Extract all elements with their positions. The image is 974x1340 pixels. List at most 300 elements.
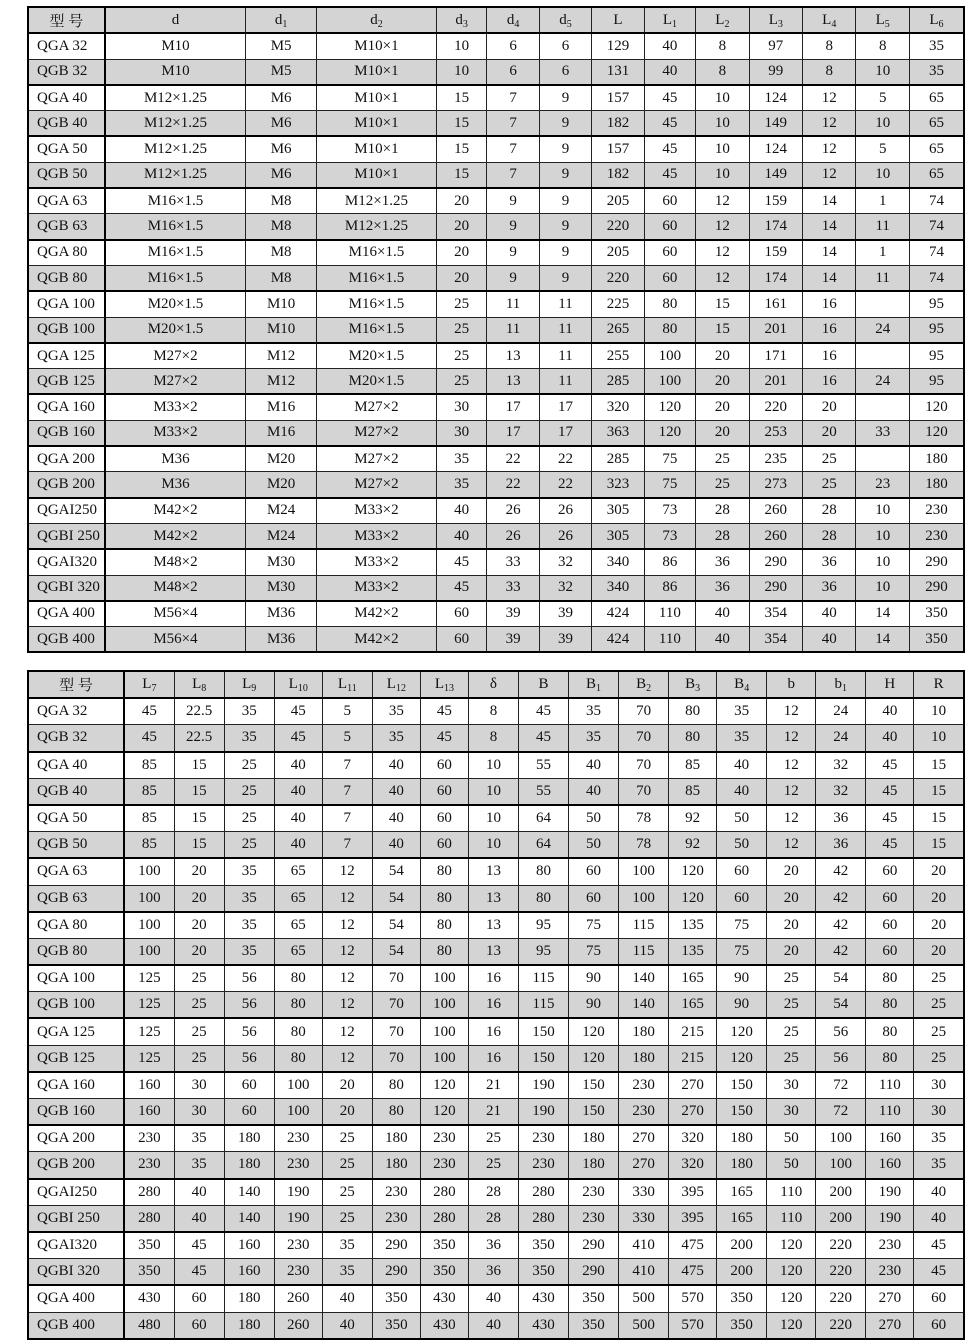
value-cell: M16×1.5 [316,240,436,266]
value-cell: 11 [539,369,591,395]
value-cell: 23 [856,472,909,498]
value-cell: 70 [372,992,420,1019]
value-cell: 190 [866,1205,914,1232]
value-cell: 45 [866,805,914,832]
value-cell: 40 [274,832,322,859]
value-cell: 253 [749,420,802,446]
value-cell: 350 [518,1259,568,1286]
value-cell: 60 [717,858,767,885]
value-cell: 100 [644,343,695,369]
value-cell: 45 [436,549,486,575]
value-cell: 35 [436,472,486,498]
value-cell: 10 [856,575,909,601]
value-cell: 323 [592,472,644,498]
value-cell: 45 [124,725,174,752]
value-cell: 35 [224,698,274,725]
value-cell: 220 [816,1259,866,1286]
model-cell: QGB 200 [28,1152,124,1179]
value-cell: 235 [749,446,802,472]
value-cell: 54 [372,885,420,912]
model-cell: QGAI250 [28,1179,124,1206]
value-cell: 35 [372,725,420,752]
column-header [569,671,619,698]
value-cell: 54 [816,965,866,992]
value-cell: 24 [856,317,909,343]
value-cell: 25 [436,291,486,317]
value-cell: 64 [518,805,568,832]
value-cell: 230 [274,1125,322,1152]
value-cell: 220 [592,214,644,240]
value-cell: 39 [487,601,539,627]
value-cell: 20 [803,420,856,446]
value-cell: 430 [518,1285,568,1312]
value-cell: 22 [487,472,539,498]
value-cell: 290 [749,575,802,601]
column-header [909,7,964,33]
value-cell: 230 [569,1205,619,1232]
value-cell: 280 [518,1179,568,1206]
table-row [28,59,964,85]
column-header [856,7,909,33]
value-cell: 40 [372,752,420,779]
value-cell: 12 [803,85,856,111]
value-cell: 12 [322,965,372,992]
column-header [767,671,816,698]
column-header-label: B [685,676,696,693]
value-cell: 70 [619,752,669,779]
value-cell: 60 [866,912,914,939]
value-cell: M33×2 [105,420,246,446]
value-cell: M10 [246,291,317,317]
value-cell: 350 [569,1312,619,1339]
value-cell: 124 [749,85,802,111]
column-header [224,671,274,698]
value-cell: 273 [749,472,802,498]
value-cell: M33×2 [316,575,436,601]
value-cell: M10 [105,59,246,85]
table-row [28,291,964,317]
value-cell: 150 [717,1072,767,1099]
table-row [28,472,964,498]
value-cell: 30 [914,1072,964,1099]
value-cell: 35 [436,446,486,472]
value-cell: 45 [866,832,914,859]
value-cell: M12×1.25 [105,85,246,111]
table-row [28,549,964,575]
value-cell: M10 [105,33,246,59]
value-cell: 28 [468,1179,518,1206]
model-cell: QGA 40 [28,752,124,779]
value-cell: 39 [539,627,591,653]
model-cell: QGA 100 [28,965,124,992]
value-cell: 220 [816,1312,866,1339]
value-cell: 120 [717,1045,767,1072]
table-1-body [28,33,964,652]
value-cell: 80 [420,885,468,912]
value-cell: 120 [644,394,695,420]
value-cell: 120 [569,1018,619,1045]
dimension-table-2 [27,670,965,1340]
model-cell: QGA 100 [28,291,105,317]
model-cell: QGB 160 [28,1099,124,1126]
value-cell: 220 [816,1232,866,1259]
column-header-subscript: 8 [201,683,207,695]
value-cell: 60 [644,188,695,214]
column-header [669,671,717,698]
value-cell: 430 [420,1285,468,1312]
value-cell: 220 [592,265,644,291]
table-row [28,1072,964,1099]
value-cell: 45 [866,778,914,805]
value-cell: 270 [619,1125,669,1152]
value-cell: 430 [518,1312,568,1339]
value-cell: 354 [749,627,802,653]
value-cell: 32 [816,778,866,805]
value-cell: 25 [322,1205,372,1232]
value-cell: 56 [816,1045,866,1072]
model-cell: QGA 40 [28,85,105,111]
table-row [28,805,964,832]
value-cell: M20×1.5 [105,291,246,317]
value-cell: 140 [619,965,669,992]
value-cell: 230 [909,498,964,524]
column-header-subscript: 1 [282,18,288,30]
column-header-label: L [142,676,152,693]
value-cell: 8 [856,33,909,59]
value-cell: 25 [468,1152,518,1179]
table-2-header-row [28,671,964,698]
value-cell: 17 [487,394,539,420]
value-cell: 9 [539,85,591,111]
value-cell: 25 [767,992,816,1019]
value-cell: 25 [468,1125,518,1152]
value-cell: 12 [696,240,749,266]
column-header-label: R [933,676,944,693]
value-cell: 60 [644,214,695,240]
value-cell: 40 [644,59,695,85]
value-cell: M12×1.25 [105,111,246,137]
value-cell: 36 [803,549,856,575]
value-cell: 20 [174,938,224,965]
value-cell: 10 [856,162,909,188]
value-cell: M12×1.25 [105,162,246,188]
value-cell: 26 [487,523,539,549]
value-cell: M16×1.5 [316,265,436,291]
value-cell: 10 [696,111,749,137]
value-cell: 40 [644,33,695,59]
value-cell: 255 [592,343,644,369]
value-cell: 12 [767,778,816,805]
value-cell: 475 [669,1232,717,1259]
value-cell: 16 [468,992,518,1019]
value-cell: 149 [749,162,802,188]
value-cell: 7 [322,752,372,779]
column-header-label: B [538,676,549,693]
value-cell: 70 [372,1018,420,1045]
value-cell: 60 [224,1099,274,1126]
value-cell: 25 [174,965,224,992]
value-cell: 30 [174,1099,224,1126]
value-cell: 12 [803,111,856,137]
column-header-label: d [455,11,463,28]
value-cell: 45 [274,698,322,725]
value-cell: 25 [224,752,274,779]
model-cell: QGB 32 [28,59,105,85]
column-header-subscript: 3 [462,18,468,30]
table-row [28,725,964,752]
column-header-label: L [715,11,725,28]
value-cell: 12 [322,1045,372,1072]
value-cell: 180 [909,446,964,472]
value-cell: 65 [274,885,322,912]
value-cell: 45 [420,725,468,752]
value-cell: 9 [487,214,539,240]
value-cell: 22.5 [174,698,224,725]
value-cell: 16 [803,291,856,317]
value-cell [856,446,909,472]
value-cell: 7 [487,111,539,137]
value-cell: 12 [322,938,372,965]
value-cell: 9 [539,265,591,291]
value-cell: 60 [914,1285,964,1312]
value-cell: 410 [619,1232,669,1259]
value-cell: 110 [644,601,695,627]
model-cell: QGB 125 [28,1045,124,1072]
value-cell: 25 [914,1045,964,1072]
value-cell: 215 [669,1018,717,1045]
value-cell: 120 [909,394,964,420]
value-cell: M12 [246,343,317,369]
value-cell: 16 [468,1018,518,1045]
value-cell: 5 [322,725,372,752]
value-cell: 28 [696,523,749,549]
value-cell: 160 [224,1232,274,1259]
value-cell: 7 [487,85,539,111]
value-cell: 10 [696,136,749,162]
column-header-label: L [386,676,396,693]
value-cell: 260 [274,1312,322,1339]
value-cell: M16×1.5 [105,188,246,214]
value-cell: 7 [487,136,539,162]
column-header-label: 型 号 [49,13,84,30]
value-cell: 135 [669,912,717,939]
table-row [28,575,964,601]
value-cell [856,394,909,420]
value-cell: 9 [539,162,591,188]
value-cell: 80 [420,858,468,885]
value-cell: 20 [767,885,816,912]
value-cell: 60 [420,805,468,832]
value-cell: 12 [767,832,816,859]
value-cell: 180 [619,1018,669,1045]
value-cell: 90 [569,965,619,992]
value-cell: 15 [914,752,964,779]
value-cell: 30 [767,1072,816,1099]
value-cell: 129 [592,33,644,59]
value-cell: 7 [322,832,372,859]
table-row [28,498,964,524]
value-cell: 149 [749,111,802,137]
value-cell: 20 [767,938,816,965]
value-cell: 20 [696,420,749,446]
value-cell: 1 [856,188,909,214]
value-cell: 30 [436,420,486,446]
value-cell: 290 [749,549,802,575]
value-cell: 7 [322,805,372,832]
value-cell: 40 [436,523,486,549]
value-cell: 85 [124,805,174,832]
value-cell: 125 [124,1018,174,1045]
value-cell: 120 [767,1312,816,1339]
value-cell: 54 [372,912,420,939]
column-header-subscript: 9 [251,683,257,695]
value-cell: 424 [592,627,644,653]
model-cell: QGA 80 [28,912,124,939]
column-header [592,7,644,33]
table-row [28,1018,964,1045]
value-cell: 171 [749,343,802,369]
value-cell: 180 [224,1125,274,1152]
value-cell: 395 [669,1179,717,1206]
value-cell: 8 [803,33,856,59]
value-cell: M16×1.5 [105,214,246,240]
value-cell: 95 [518,912,568,939]
value-cell: 1 [856,240,909,266]
value-cell: M30 [246,575,317,601]
value-cell: 115 [619,938,669,965]
value-cell: 475 [669,1259,717,1286]
value-cell: 65 [274,858,322,885]
value-cell: 78 [619,805,669,832]
value-cell: 12 [322,992,372,1019]
value-cell: M12×1.25 [316,214,436,240]
value-cell: 28 [803,523,856,549]
table-row [28,885,964,912]
value-cell: 74 [909,265,964,291]
value-cell: M20×1.5 [316,369,436,395]
value-cell: 9 [539,111,591,137]
column-header [28,7,105,33]
value-cell: 40 [803,627,856,653]
value-cell: 16 [468,1045,518,1072]
column-header-label: L [192,676,202,693]
value-cell: 45 [644,136,695,162]
value-cell: 25 [224,832,274,859]
value-cell: 100 [816,1152,866,1179]
value-cell: 25 [914,992,964,1019]
value-cell: 180 [569,1125,619,1152]
value-cell: 25 [696,472,749,498]
value-cell: 90 [717,992,767,1019]
value-cell: 64 [518,832,568,859]
value-cell: 200 [717,1232,767,1259]
column-header-label: d [171,11,180,28]
value-cell: 35 [914,1125,964,1152]
value-cell: M12 [246,369,317,395]
value-cell: 125 [124,992,174,1019]
table-row [28,938,964,965]
value-cell: 60 [644,265,695,291]
value-cell: 80 [372,1072,420,1099]
model-cell: QGA 160 [28,394,105,420]
value-cell: M27×2 [105,343,246,369]
model-cell: QGB 100 [28,992,124,1019]
value-cell: 25 [322,1179,372,1206]
table-row [28,1259,964,1286]
column-header-label: 型 号 [59,678,93,695]
value-cell: M20×1.5 [316,343,436,369]
value-cell: 56 [816,1018,866,1045]
value-cell: 320 [669,1152,717,1179]
value-cell: 500 [619,1312,669,1339]
value-cell: 42 [816,858,866,885]
value-cell: 25 [224,805,274,832]
column-header-subscript: 4 [744,683,750,695]
column-header-subscript: 2 [377,18,383,30]
column-header [749,7,802,33]
model-cell: QGA 63 [28,858,124,885]
value-cell: 15 [696,291,749,317]
value-cell: M48×2 [105,549,246,575]
value-cell: 40 [372,805,420,832]
value-cell: M27×2 [316,472,436,498]
value-cell: 22.5 [174,725,224,752]
table-row [28,912,964,939]
value-cell: 115 [518,965,568,992]
value-cell: 60 [436,601,486,627]
column-header-label: L [929,11,939,28]
value-cell: 9 [539,240,591,266]
value-cell: 161 [749,291,802,317]
value-cell: M10×1 [316,33,436,59]
value-cell: 9 [539,188,591,214]
value-cell: 32 [539,549,591,575]
table-row [28,136,964,162]
value-cell: 40 [717,752,767,779]
value-cell: 39 [539,601,591,627]
column-header-label: L [662,11,672,28]
value-cell: 165 [669,992,717,1019]
table-row [28,369,964,395]
column-header-subscript: 5 [566,18,572,30]
value-cell: 120 [669,885,717,912]
value-cell: 120 [767,1259,816,1286]
value-cell: 120 [669,858,717,885]
value-cell: 40 [803,601,856,627]
value-cell: 115 [518,992,568,1019]
value-cell: M8 [246,265,317,291]
value-cell: 22 [487,446,539,472]
value-cell: 12 [767,725,816,752]
value-cell: 12 [696,265,749,291]
value-cell: 80 [669,698,717,725]
value-cell: M10×1 [316,162,436,188]
value-cell: 56 [224,1045,274,1072]
value-cell: 290 [569,1259,619,1286]
value-cell: 100 [124,885,174,912]
value-cell: M24 [246,498,317,524]
value-cell: M24 [246,523,317,549]
value-cell: 80 [420,938,468,965]
value-cell: 40 [436,498,486,524]
value-cell: 100 [816,1125,866,1152]
table-row [28,965,964,992]
value-cell: 14 [856,601,909,627]
value-cell: M8 [246,240,317,266]
value-cell: 12 [803,162,856,188]
value-cell: 45 [914,1232,964,1259]
value-cell: 15 [174,832,224,859]
